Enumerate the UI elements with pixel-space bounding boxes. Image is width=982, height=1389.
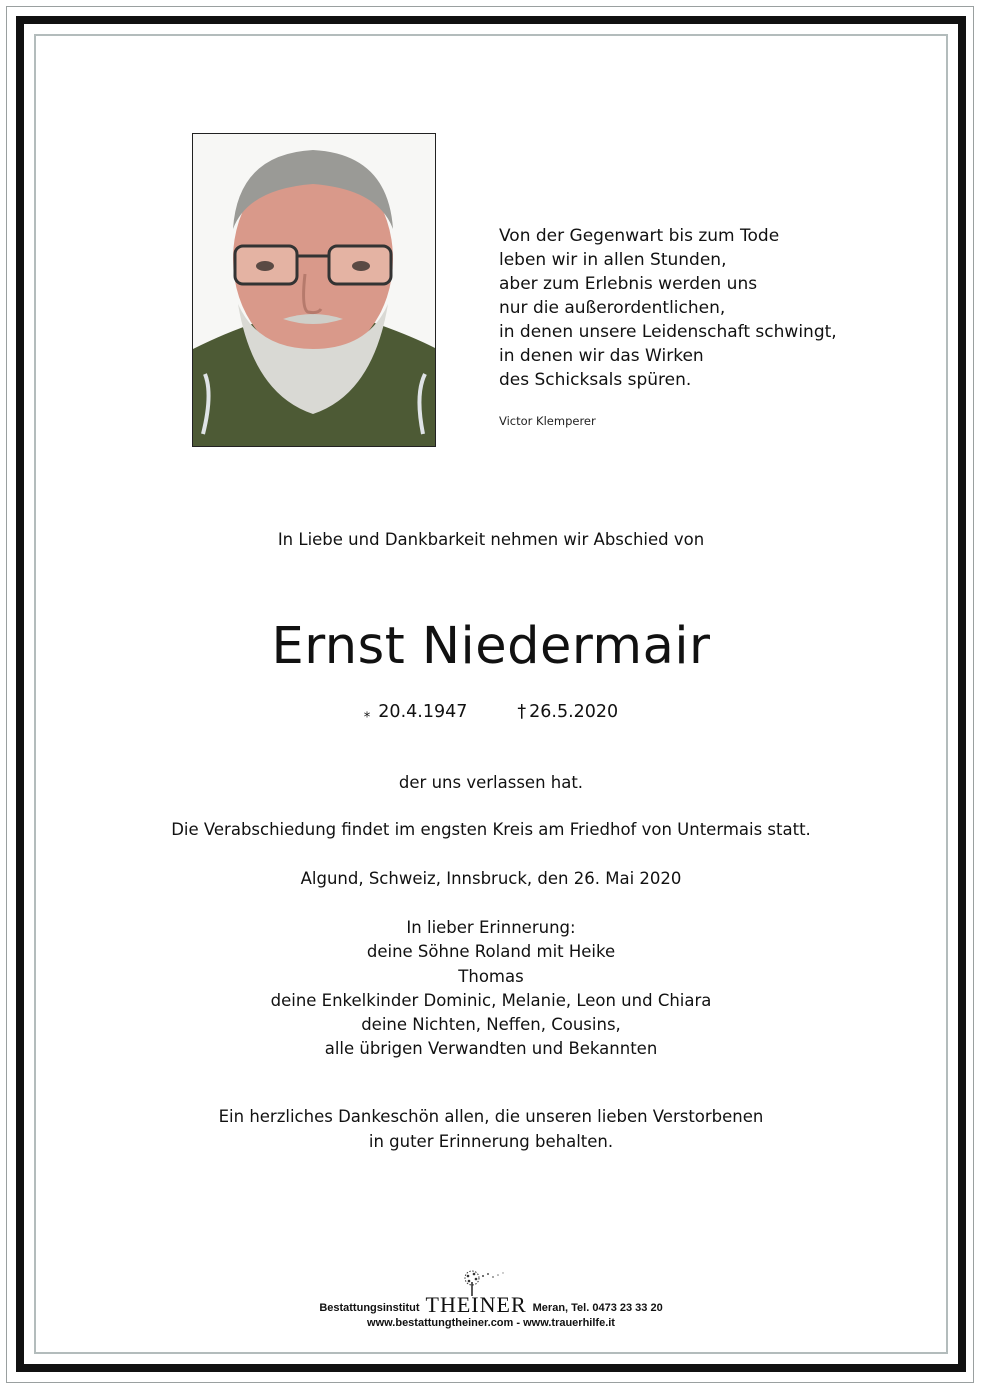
family-line: deine Söhne Roland mit Heike — [366, 942, 616, 962]
place-date-line: Algund, Schweiz, Innsbruck, den 26. Mai 2020 — [300, 869, 682, 888]
family-line: In lieber Erinnerung: — [406, 918, 576, 937]
family-line: deine Enkelkinder Dominic, Melanie, Leon und Chiara — [270, 990, 712, 1010]
quote-line: des Schicksals spüren. — [499, 370, 692, 390]
quote-block — [499, 224, 837, 392]
birth-star-icon: ⁎ — [363, 706, 371, 721]
footer-websites: www.bestattungtheiner.com - www.trauerhilfe.it — [367, 1317, 615, 1329]
family-list — [0, 916, 982, 1062]
quote-author: Victor Klemperer — [499, 414, 596, 428]
brand-logo — [426, 1294, 527, 1316]
death-date: 26.5.2020 — [529, 702, 619, 722]
passed-away-line: der uns verlassen hat. — [398, 773, 584, 792]
birth-date: 20.4.1947 — [378, 702, 468, 722]
funeral-home-footer — [0, 1272, 982, 1329]
thanks-line: in guter Erinnerung behalten. — [368, 1131, 614, 1151]
footer-prefix: Bestattungsinstitut — [319, 1302, 420, 1314]
thanks-block — [0, 1105, 982, 1154]
quote-line: aber zum Erlebnis werden uns — [499, 274, 758, 294]
quote-line: leben wir in allen Stunden, — [499, 250, 727, 270]
family-line: deine Nichten, Neffen, Cousins, — [361, 1015, 621, 1035]
quote-line: in denen unsere Leidenschaft schwingt, — [499, 322, 837, 342]
farewell-info: Die Verabschiedung findet im engsten Kreis am Friedhof von Untermais statt. — [171, 820, 811, 839]
portrait-photo — [192, 133, 436, 447]
family-line: Thomas — [458, 966, 524, 986]
tree-logo-icon — [456, 1270, 516, 1296]
brand-name: THEINER — [425, 1292, 527, 1317]
quote-line: in denen wir das Wirken — [499, 346, 704, 366]
quote-line: Von der Gegenwart bis zum Tode — [499, 226, 780, 246]
death-cross-icon: † — [517, 702, 527, 722]
thanks-line: Ein herzliches Dankeschön allen, die unseren lieben Verstorbenen — [218, 1107, 764, 1126]
family-line: alle übrigen Verwandten und Bekannten — [324, 1039, 658, 1059]
deceased-name: Ernst Niedermair — [271, 617, 711, 676]
life-dates — [0, 702, 982, 722]
footer-contact: Meran, Tel. 0473 23 33 20 — [532, 1302, 663, 1314]
intro-text: In Liebe und Dankbarkeit nehmen wir Abschied von — [277, 530, 705, 549]
quote-line: nur die außerordentlichen, — [499, 298, 726, 318]
